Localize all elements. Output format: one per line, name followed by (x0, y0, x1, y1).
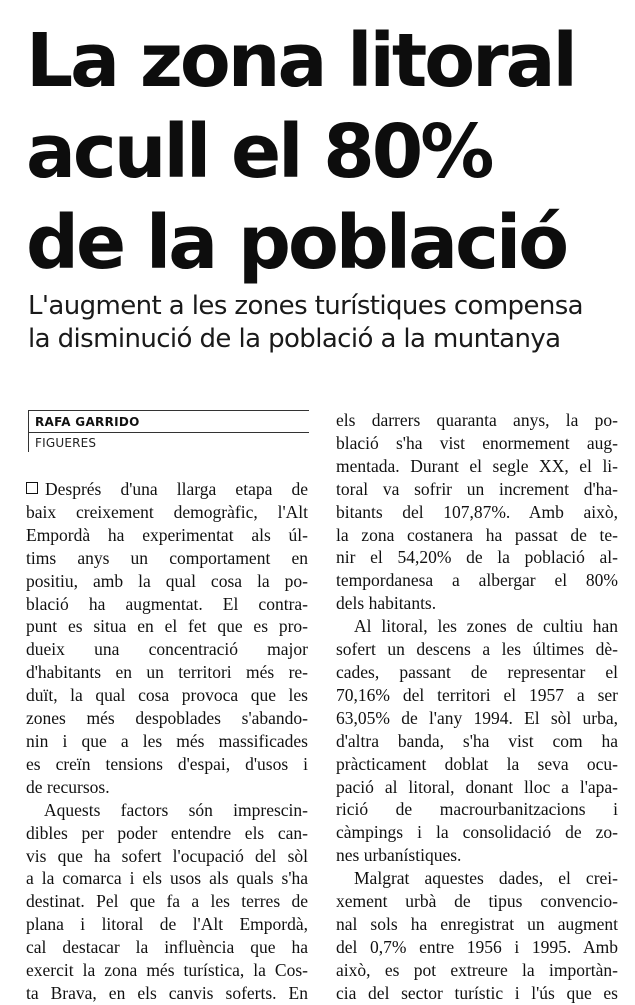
article-line: nin i que a les més massificades (26, 730, 308, 751)
article-line: Aquests factors són imprescin- (44, 799, 308, 820)
article-line: pràcticament doblat la seva ocu- (336, 753, 618, 774)
article-line: cades, passant de representar el (336, 661, 618, 682)
article-line: dueix una concentració major (26, 639, 308, 660)
headline (26, 16, 626, 289)
square-bullet-icon (26, 482, 38, 494)
headline-line: de la població (26, 200, 567, 286)
byline-location: FIGUERES (28, 432, 309, 452)
article-line: pació al litoral, donant lloc a l'apa- (336, 776, 618, 797)
article-line: positiu, amb la qual cosa la po- (26, 570, 308, 591)
article-line: la zona costanera ha passat de te- (336, 524, 618, 545)
subheadline-line: L'augment a les zones turístiques compensa (28, 291, 584, 321)
article-line: nir el 54,20% de la població al- (336, 547, 618, 568)
article-line: càmpings i la consolidació de zo- (336, 822, 618, 843)
article-line: Al litoral, les zones de cultiu han (354, 616, 618, 637)
article-line: nal sols ha enregistrat un augment (336, 913, 618, 934)
article-line: del 0,7% entre 1956 i 1995. Amb (336, 936, 618, 957)
article-line: 70,16% del territori el 1957 a ser (336, 684, 618, 705)
article-line: destinat. Pel que fa a les terres de (26, 891, 308, 912)
article-line: tims anys un comportament en (26, 547, 308, 568)
article-line: blació s'ha vist enormement aug- (336, 432, 618, 453)
article-line: a la comarca i els usos als quals s'ha (26, 868, 308, 889)
article-line: xement urbà de tipus convencio- (336, 891, 618, 912)
article-line: d'altra banda, s'ha vist com ha (336, 730, 618, 751)
article-line: sofert un descens a les últimes dè- (336, 639, 618, 660)
article-line: cia del sector turístic i l'ús que es (336, 982, 618, 1003)
article-line: els darrers quaranta anys, la po- (336, 410, 618, 430)
article-line: dels habitants. (336, 593, 437, 614)
byline-author: RAFA GARRIDO (28, 410, 309, 432)
headline-line: acull el 80% (26, 109, 492, 195)
article-line: Després d'una llarga etapa de (26, 478, 308, 501)
article-line: dibles per poder entendre els can- (26, 822, 308, 843)
article-line: zones més despoblades s'abando- (26, 708, 308, 729)
article-line: 63,05% de l'any 1994. El sòl urba, (336, 707, 618, 728)
subheadline-line: la disminució de la població a la muntanya (28, 324, 561, 354)
article-line: baix creixement demogràfic, l'Alt (26, 501, 308, 522)
article-line: de recursos. (26, 776, 110, 797)
byline (28, 410, 309, 452)
article-line: això, es pot extreure la importàn- (336, 959, 618, 980)
headline-line: La zona litoral (26, 18, 575, 104)
article-line: tempordanesa a albergar el 80% (336, 570, 618, 591)
article-line: bitants del 107,87%. Amb això, (336, 501, 618, 522)
article-line: Empordà ha experimentat als úl- (26, 524, 308, 545)
article-line: es creïn tensions d'espai, d'usos i (26, 753, 308, 774)
article-line: cal destacar la influència que ha (26, 937, 308, 958)
subheadline (28, 290, 628, 356)
article-line: mentada. Durant el segle XX, el li- (336, 455, 618, 476)
article-line: Malgrat aquestes dades, el crei- (354, 868, 618, 889)
article-line: ta Brava, en els canvis soferts. En (26, 982, 308, 1003)
article-line: d'habitants en un territori més re- (26, 662, 308, 683)
article-line: rició de macrourbanitzacions i (336, 799, 618, 820)
article-line: duït, la qual cosa provoca que les (26, 685, 308, 706)
article-line: nes urbanístiques. (336, 845, 462, 866)
article-line: plana i litoral de l'Alt Empordà, (26, 914, 308, 935)
article-line: vis que ha sofert l'ocupació del sòl (26, 845, 308, 866)
article-column-left (26, 478, 308, 1005)
article-line: exercit la zona més turística, la Cos- (26, 960, 308, 981)
article-line: blació ha augmentat. El contra- (26, 593, 308, 614)
article-line: toral va sofrir un increment d'ha- (336, 478, 618, 499)
article-line: punt es situa en el fet que es pro- (26, 616, 308, 637)
article-column-right (336, 409, 618, 1005)
